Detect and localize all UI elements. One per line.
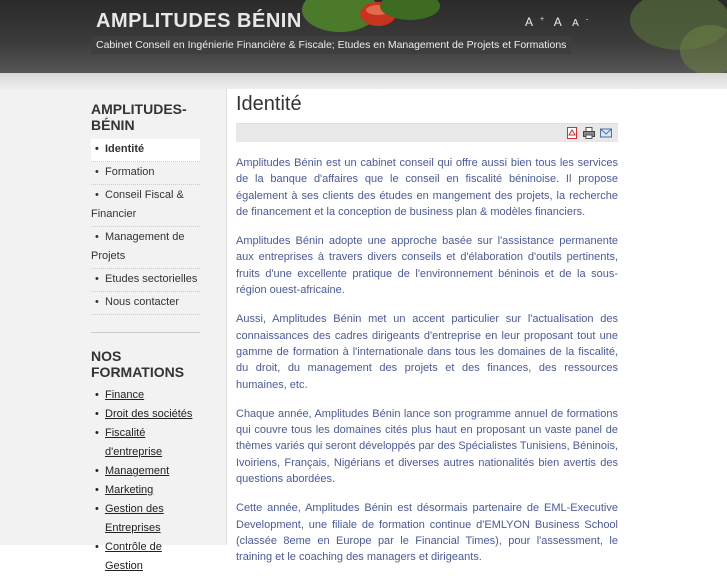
bullet: • xyxy=(95,189,99,201)
pdf-icon[interactable] xyxy=(566,127,578,139)
menu-item-etudes[interactable] xyxy=(91,269,200,292)
menu-item-label: Identité xyxy=(105,143,145,155)
menu-item-label: Management de Projets xyxy=(91,231,185,262)
formation-link-controle[interactable]: Contrôle de Gestion xyxy=(105,541,162,572)
formation-link-gestion[interactable]: Gestion des Entreprises xyxy=(105,503,164,534)
main-menu xyxy=(91,139,200,315)
increase-font-button[interactable] xyxy=(525,15,544,29)
menu-item-formation[interactable] xyxy=(91,162,200,185)
decrease-font-sup: - xyxy=(585,16,589,24)
list-item xyxy=(91,405,200,424)
list-item xyxy=(91,481,200,500)
page-title: Identité xyxy=(236,93,302,115)
menu-item-contact[interactable] xyxy=(91,292,200,315)
paragraph: Aussi, Amplitudes Bénin met un accent particulier sur l'actualisation des connaissances des cadres dirigeants d'entreprise en leur proposant tout une gamme de formation à l'internationale dans tous les domaines de la fiscalité, du droit, du management des projets et des finances, des ressources humaines, etc. xyxy=(236,313,618,391)
sidebar-heading: AMPLITUDES-BÉNIN xyxy=(91,101,187,133)
main-content xyxy=(236,89,618,566)
formations-heading: NOS FORMATIONS xyxy=(91,348,185,380)
site-title[interactable]: AMPLITUDES BÉNIN xyxy=(96,10,302,32)
list-item xyxy=(91,538,200,576)
bullet: • xyxy=(95,427,99,439)
paragraph: Cette année, Amplitudes Bénin est désormais partenaire de EML-Executive Development, une filiale de formation continue d'EMLYON Business School (classée 8eme en Europe par le Financial Times), pour l'assessment, le training et le coaching des managers et dirigeants. xyxy=(236,502,618,564)
list-item xyxy=(91,462,200,481)
increase-font-label: A xyxy=(525,15,534,29)
bullet: • xyxy=(95,296,99,308)
bullet: • xyxy=(95,465,99,477)
bullet: • xyxy=(95,231,99,243)
email-icon[interactable] xyxy=(600,127,612,139)
formation-link-management[interactable]: Management xyxy=(105,465,170,477)
menu-item-label: Etudes sectorielles xyxy=(105,273,198,285)
formation-link-droit[interactable]: Droit des sociétés xyxy=(105,408,193,420)
reset-font-button[interactable]: A xyxy=(553,15,562,29)
list-item xyxy=(91,386,200,405)
menu-item-label: Conseil Fiscal & Financier xyxy=(91,189,184,220)
formation-link-marketing[interactable]: Marketing xyxy=(105,484,154,496)
print-icon[interactable] xyxy=(583,127,595,139)
menu-item-label: Nous contacter xyxy=(105,296,179,308)
list-item xyxy=(91,424,200,462)
decrease-font-button[interactable] xyxy=(572,18,588,29)
paragraph: Amplitudes Bénin adopte une approche basée sur l'assistance permanente aux entreprises à travers divers conseils et d'élaboration d'outils pertinents, fruits d'une excellente pratique de l'environnement béninois et de la sous-région ouest-africaine. xyxy=(236,235,618,297)
bullet: • xyxy=(95,389,99,401)
menu-item-label: Formation xyxy=(105,166,155,178)
sidebar xyxy=(0,89,227,572)
bullet: • xyxy=(95,484,99,496)
bullet: • xyxy=(95,273,99,285)
bullet: • xyxy=(95,541,99,553)
article-toolbar xyxy=(236,123,618,142)
sidebar-divider xyxy=(91,332,200,333)
bullet: • xyxy=(95,408,99,420)
paragraph: Amplitudes Bénin est un cabinet conseil qui offre aussi bien tous les services de la banque d'affaires que le conseil en fiscalité béninoise. Il propose également à ses clients des études en mangement des projets, la recherche de financement et la conception de business plan & modèles financiers. xyxy=(236,157,618,218)
increase-font-sup: + xyxy=(540,16,545,23)
formation-link-finance[interactable]: Finance xyxy=(105,389,145,401)
formations-list xyxy=(91,386,200,576)
formation-link-fiscalite[interactable]: Fiscalité d'entreprise xyxy=(105,427,163,458)
site-tagline: Cabinet Conseil en Ingénierie Financière & Fiscale; Etudes en Management de Projets et Formations xyxy=(91,36,571,54)
site-header xyxy=(0,0,727,73)
menu-item-conseil[interactable] xyxy=(91,185,200,227)
menu-item-identite[interactable] xyxy=(91,139,200,162)
bullet: • xyxy=(95,143,99,155)
bullet: • xyxy=(95,166,99,178)
font-size-controls xyxy=(525,15,595,29)
menu-item-management[interactable] xyxy=(91,227,200,269)
decrease-font-label: A xyxy=(572,18,579,29)
list-item xyxy=(91,500,200,538)
bullet: • xyxy=(95,503,99,515)
header-band xyxy=(0,73,727,89)
header-leaf-image xyxy=(600,0,727,73)
paragraph: Chaque année, Amplitudes Bénin lance son programme annuel de formations qui couvre tous les domaines cités plus haut en proposant un vaste panel de thèmes variés qui seront développés par des Spécialistes Tunisiens, Béninois, Ivoiriens, Français, Nigérians et diverses autres nationalités bien avertis des questions abordées. xyxy=(236,407,618,486)
